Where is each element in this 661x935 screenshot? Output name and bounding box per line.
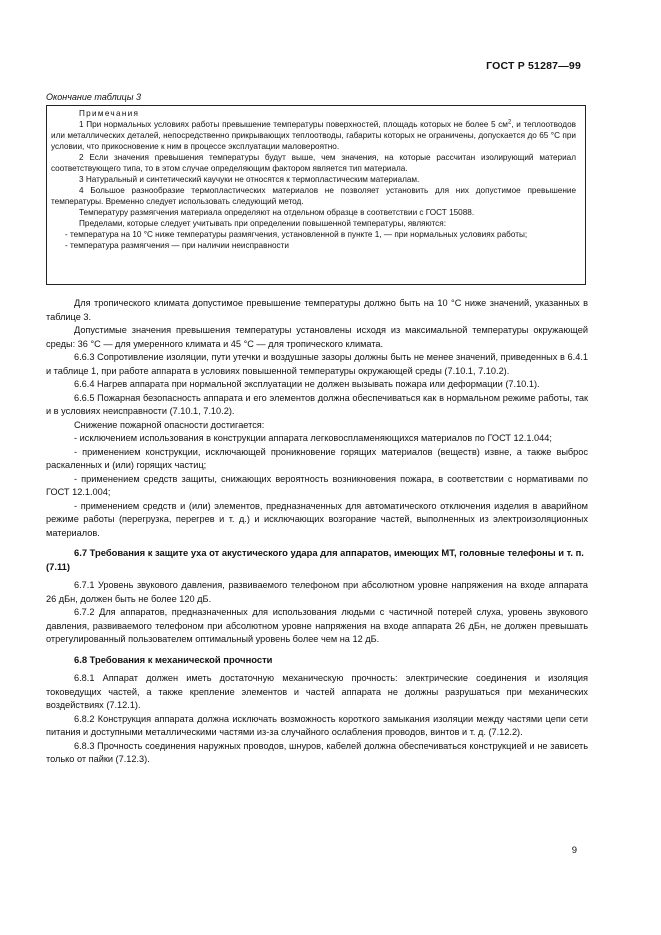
note-1-text-b: , и теплоотводов или металлических деталей, непосредственно прикрывающих теплоотводы, габариты которых не ограничены, допускается до 65 °С при условии, что прикосновение к ним в процессе эксплуатации маловероятно. [51, 120, 576, 151]
section-heading-6-7: 6.7 Требования к защите уха от акустического удара для аппаратов, имеющих МТ, головные телефоны и т. п. (7.11) [46, 547, 584, 572]
list-item: - применением средств защиты, снижающих вероятность возникновения пожара, в соответствии с нормативами по ГОСТ 12.1.004; [46, 473, 588, 497]
clause-6-7-2: 6.7.2 Для аппаратов, предназначенных для использования людьми с частичной потерей слуха, уровень звукового давления, развиваемого телефоном при абсолютном уровне напряжения на входе аппарата 26 дБн, не должен превышать отрегулированный пользователем оптимальный уровень более чем на 12 дБ. [46, 607, 588, 644]
document-header: ГОСТ Р 51287—99 [486, 60, 581, 72]
paragraph: Допустимые значения превышения температуры установлены исходя из максимальной температуры окружающей среды: 36 °С — для умеренного климата и 45 °С — для тропического климата. [46, 325, 588, 349]
note-4-limits: Пределами, которые следует учитывать при определении повышенной температуры, являются: [79, 219, 446, 228]
notes-box [46, 105, 586, 285]
note-2: 2 Если значения превышения температуры будут выше, чем значения, на которые рассчитан изолирующий материал соответствующего типа, то в этом случае определяющим фактором является тип материала. [51, 153, 576, 173]
note-1 [51, 119, 576, 152]
section-heading-6-8: 6.8 Требования к механической прочности [74, 653, 273, 665]
clause-6-8-3: 6.8.3 Прочность соединения наружных проводов, шнуров, кабелей должна обеспечиваться конструкцией и не зависеть только от пайки (7.12.3). [46, 740, 588, 764]
table-caption: Окончание таблицы 3 [46, 92, 141, 102]
list-item: - применением конструкции, исключающей проникновение горящих материалов (веществ) извне, а также выброс раскаленных и (или) горящих частиц; [46, 446, 588, 470]
clause-6-8-1: 6.8.1 Аппарат должен иметь достаточную механическую прочность: электрические соединения и изоляция токоведущих частей, а также крепление элементов и частей аппарата не должны разрушаться при механических воздействиях (7.12.1). [46, 673, 588, 710]
clause-6-6-5: 6.6.5 Пожарная безопасность аппарата и его элементов должна обеспечиваться как в нормальном режиме работы, так и в условиях неисправности (7.10.1, 7.10.2). [46, 392, 588, 416]
paragraph: Снижение пожарной опасности достигается: [74, 419, 265, 430]
notes-title: Примечания [79, 109, 140, 118]
note-1-superscript: 2 [507, 119, 512, 126]
note-4-method: Температуру размягчения материала определяют на отдельном образце в соответствии с ГОСТ 15088. [79, 208, 475, 217]
list-item: - исключением использования в конструкции аппарата легковоспламеняющихся материалов по ГОСТ 12.1.044; [74, 433, 552, 443]
list-item: - применением средств и (или) элементов, предназначенных для автоматического отключения изделия в аварийном режиме работы (перегрузка, перегрев и т. д.) и исключающих возгорание частей, выполненных из электроизоляционных материалов. [46, 500, 588, 538]
body-text [46, 297, 588, 767]
page-number: 9 [571, 845, 577, 856]
note-4: 4 Большое разнообразие термопластических материалов не позволяет установить для них допустимое превышение температуры. Временно следует использовать следующий метод. [51, 186, 576, 206]
note-3: 3 Натуральный и синтетический каучуки не относятся к термопластическим материалам. [79, 175, 420, 184]
note-list-item: - температура размягчения — при наличии неисправности [65, 241, 289, 250]
clause-6-6-3: 6.6.3 Сопротивление изоляции, пути утечки и воздушные зазоры должны быть не менее значений, приведенных в 6.4.1 и таблице 1, при работе аппарата в условиях повышенной температуры окружающей среды (7.10.1, 7.10.2). [46, 352, 588, 376]
clause-6-7-1: 6.7.1 Уровень звукового давления, развиваемого телефоном при абсолютном уровне напряжения на входе аппарата 26 дБн, должен быть не более 120 дБ. [46, 580, 588, 604]
paragraph: Для тропического климата допустимое превышение температуры должно быть на 10 °С ниже значений, указанных в таблице 3. [46, 298, 588, 322]
note-1-text-a: 1 При нормальных условиях работы превышение температуры поверхностей, площадь которых не более 5 см [79, 120, 508, 129]
clause-6-8-2: 6.8.2 Конструкция аппарата должна исключать возможность короткого замыкания изоляции между частями цепи сети питания и доступными металлическими частями из-за случайного ослабления проводов, винтов и т. д. (7.12.2). [46, 713, 588, 737]
clause-6-6-4: 6.6.4 Нагрев аппарата при нормальной эксплуатации не должен вызывать пожара или деформации (7.10.1). [74, 379, 540, 389]
note-list-item: - температура на 10 °С ниже температуры размягчения, установленной в пункте 1, — при нормальных условиях работы; [65, 230, 528, 239]
